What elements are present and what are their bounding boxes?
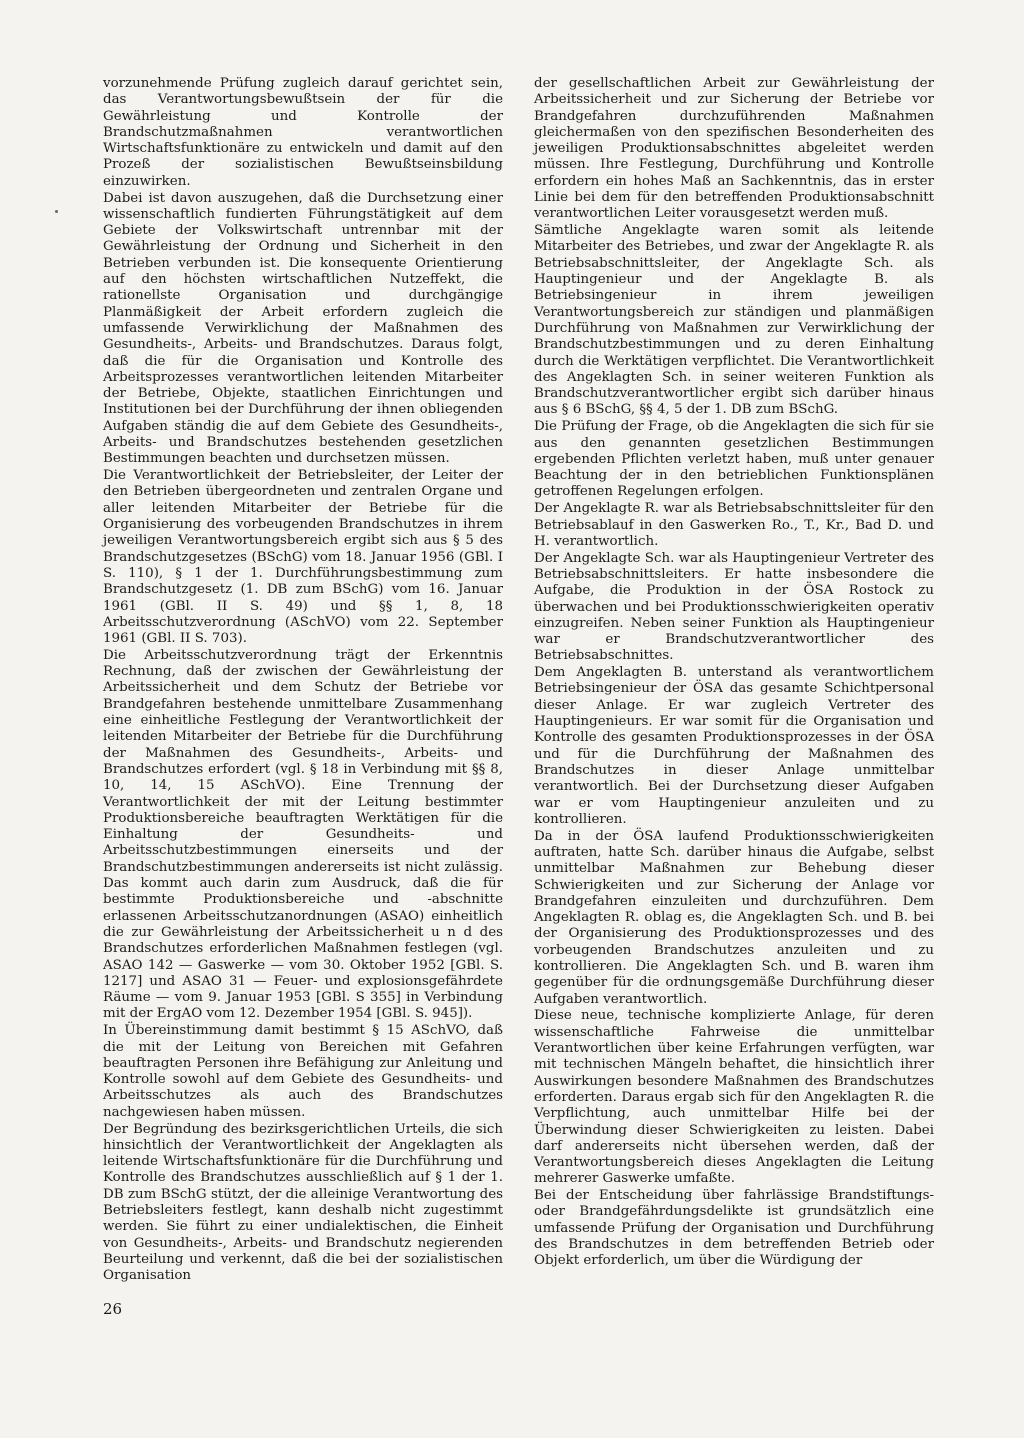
paragraph: Der Angeklagte R. war als Betriebsabschnittsleiter für den Betriebsablauf in den Gaswerken Ro., T., Kr., Bad D. und H. verantwortlich. [534, 501, 934, 549]
paragraph: Der Angeklagte Sch. war als Hauptingenieur Vertreter des Betriebsabschnittsleiters. Er hatte insbesondere die Aufgabe, die Produktion in der ÖSA Rostock zu überwachen und bei Produktionsschwierigkeiten operativ einzugreifen. Neben seiner Funktion als Hauptingenieur war er Brandschutzverantwortlicher des Betriebsabschnittes. [534, 550, 934, 664]
left-column [103, 76, 503, 1285]
paragraph: Sämtliche Angeklagte waren somit als leitende Mitarbeiter des Betriebes, und zwar der Angeklagte R. als Betriebsabschnittsleiter, der Angeklagte Sch. als Hauptingenieur und der Angeklagte B. als Betriebsingenieur in ihrem jeweiligen Verantwortungsbereich zur ständigen und planmäßigen Durchführung von Maßnahmen zur Verwirklichung der Brandschutzbestimmungen und zu deren Einhaltung durch die Werktätigen verpflichtet. Die Verantwortlichkeit des Angeklagten Sch. in seiner weiteren Funktion als Brandschutzverantwortlicher ergibt sich darüber hinaus aus § 6 BSchG, §§ 4, 5 der 1. DB zum BSchG. [534, 223, 934, 418]
paragraph: der gesellschaftlichen Arbeit zur Gewährleistung der Arbeitssicherheit und zur Sicherung der Betriebe vor Brandgefahren durchzuführenden Maßnahmen gleichermaßen von den spezifischen Besonderheiten des jeweiligen Produktionsabschnittes abgeleitet werden müssen. Ihre Festlegung, Durchführung und Kontrolle erfordern ein hohes Maß an Sachkenntnis, das in erster Linie bei dem für den betreffenden Produktionsabschnitt verantwortlichen Leiter vorausgesetzt werden muß. [534, 76, 934, 222]
paragraph: Der Begründung des bezirksgerichtlichen Urteils, die sich hinsichtlich der Verantwortlichkeit der Angeklagten als leitende Wirtschaftsfunktionäre für die Durchführung und Kontrolle des Brandschutzes ausschließlich auf § 1 der 1. DB zum BSchG stützt, der die alleinige Verantwortung des Betriebsleiters festlegt, kann deshalb nicht zugestimmt werden. Sie führt zu einer undialektischen, die Einheit von Gesundheits-, Arbeits- und Brandschutz negierenden Beurteilung und verkennt, daß die bei der sozialistischen Organisation [103, 1121, 503, 1284]
paragraph: Die Prüfung der Frage, ob die Angeklagten die sich für sie aus den genannten gesetzlichen Bestimmungen ergebenden Pflichten verletzt haben, muß unter genauer Beachtung der in den betrieblichen Funktionsplänen getroffenen Regelungen erfolgen. [534, 419, 934, 500]
paragraph: vorzunehmende Prüfung zugleich darauf gerichtet sein, das Verantwortungsbewußtsein der für die Gewährleistung und Kontrolle der Brandschutzmaßnahmen verantwortlichen Wirtschaftsfunktionäre zu entwickeln und damit auf den Prozeß der sozialistischen Bewußtseinsbildung einzuwirken. [103, 76, 503, 189]
paragraph: Diese neue, technische komplizierte Anlage, für deren wissenschaftliche Fahrweise die unmittelbar Verantwortlichen über keine Erfahrungen verfügten, war mit technischen Mängeln behaftet, die hinsichtlich ihrer Auswirkungen besondere Maßnahmen des Brandschutzes erforderten. Daraus ergab sich für den Angeklagten R. die Verpflichtung, auch unmittelbar Hilfe bei der Überwindung dieser Schwierigkeiten zu leisten. Dabei darf andererseits nicht übersehen werden, daß der Verantwortungsbereich dieses Angeklagten die Leitung mehrerer Gaswerke umfaßte. [534, 1008, 934, 1187]
paragraph: Dem Angeklagten B. unterstand als verantwortlichem Betriebsingenieur der ÖSA das gesamte Schichtpersonal dieser Anlage. Er war zugleich Vertreter des Hauptingenieurs. Er war somit für die Organisation und Kontrolle des gesamten Produktionsprozesses in der ÖSA und für die Durchführung der Maßnahmen des Brandschutzes in dieser Anlage unmittelbar verantwortlich. Bei der Durchsetzung dieser Aufgaben war er vom Hauptingenieur anzuleiten und zu kontrollieren. [534, 665, 934, 827]
paragraph: Bei der Entscheidung über fahrlässige Brandstiftungs- oder Brandgefährdungsdelikte ist grundsätzlich eine umfassende Prüfung der Organisation und Durchführung des Brandschutzes in dem betreffenden Betrieb oder Objekt erforderlich, um über die Würdigung der [534, 1188, 934, 1269]
paragraph: In Übereinstimmung damit bestimmt § 15 ASchVO, daß die mit der Leitung von Bereichen mit Gefahren beauftragten Personen ihre Befähigung zur Anleitung und Kontrolle sowohl auf dem Gebiete des Gesundheits- und Arbeitsschutzes als auch des Brandschutzes nachgewiesen haben müssen. [103, 1023, 503, 1120]
paragraph: Die Arbeitsschutzverordnung trägt der Erkenntnis Rechnung, daß der zwischen der Gewährleistung der Arbeitssicherheit und dem Schutz der Betriebe vor Brandgefahren bestehende unmittelbare Zusammenhang eine einheitliche Festlegung der Verantwortlichkeit der leitenden Mitarbeiter der Betriebe für die Durchführung der Maßnahmen des Gesundheits-, Arbeits- und Brandschutzes erfordert (vgl. § 18 in Verbindung mit §§ 8, 10, 14, 15 ASchVO). Eine Trennung der Verantwortlichkeit der mit der Leitung bestimmter Produktionsbereiche beauftragten Werktätigen für die Einhaltung der Gesundheits- und Arbeitsschutzbestimmungen einerseits und der Brandschutzbestimmungen andererseits ist nicht zulässig. Das kommt auch darin zum Ausdruck, daß die für bestimmte Produktionsbereiche und -abschnitte erlassenen Arbeitsschutzanordnungen (ASAO) einheitlich die zur Gewährleistung der Arbeitssicherheit u n d des Brandschutzes erforderlichen Maßnahmen festlegen (vgl. ASAO 142 — Gaswerke — vom 30. Oktober 1952 [GBl. S. 1217] und ASAO 31 — Feuer- und explosionsgefährdete Räume — vom 9. Januar 1953 [GBl. S 355] in Verbindung mit der ErgAO vom 12. Dezember 1954 [GBl. S. 945]). [103, 647, 503, 1022]
paragraph: Dabei ist davon auszugehen, daß die Durchsetzung einer wissenschaftlich fundierten Führungstätigkeit auf dem Gebiete der Volkswirtschaft untrennbar mit der Gewährleistung der Ordnung und Sicherheit in den Betrieben verbunden ist. Die konsequente Orientierung auf den höchsten wirtschaftlichen Nutzeffekt, die rationellste Organisation und durchgängige Planmäßigkeit der Arbeit erfordern zugleich die umfassende Verwirklichung der Maßnahmen des Gesundheits-, Arbeits- und Brandschutzes. Daraus folgt, daß die für die Organisation und Kontrolle des Arbeitsprozesses verantwortlichen leitenden Mitarbeiter der Betriebe, Objekte, staatlichen Einrichtungen und Institutionen bei der Durchführung der ihnen obliegenden Aufgaben ständig die auf dem Gebiete des Gesundheits-, Arbeits- und Brandschutzes bestehenden gesetzlichen Bestimmungen beachten und durchsetzen müssen. [103, 190, 503, 467]
paragraph: Da in der ÖSA laufend Produktionsschwierigkeiten auftraten, hatte Sch. darüber hinaus die Aufgabe, selbst unmittelbar Maßnahmen zur Behebung dieser Schwierigkeiten und zur Sicherung der Anlage vor Brandgefahren einzuleiten und durchzuführen. Dem Angeklagten R. oblag es, die Angeklagten Sch. und B. bei der Organisierung des Produktionsprozesses und des vorbeugenden Brandschutzes anzuleiten und zu kontrollieren. Die Angeklagten Sch. und B. waren ihm gegenüber für die ordnungsgemäße Durchführung dieser Aufgaben verantwortlich. [534, 828, 934, 1007]
scan-speck [55, 210, 58, 213]
paragraph: Die Verantwortlichkeit der Betriebsleiter, der Leiter der den Betrieben übergeordneten und zentralen Organe und aller leitenden Mitarbeiter der Betriebe für die Organisierung des vorbeugenden Brandschutzes in ihrem jeweiligen Verantwortungsbereich ergibt sich aus § 5 des Brandschutzgesetzes (BSchG) vom 18. Januar 1956 (GBl. I S. 110), § 1 der 1. Durchführungsbestimmung zum Brandschutzgesetz (1. DB zum BSchG) vom 16. Januar 1961 (GBl. II S. 49) und §§ 1, 8, 18 Arbeitsschutzverordnung (ASchVO) vom 22. September 1961 (GBl. II S. 703). [103, 468, 503, 647]
right-column [534, 76, 934, 1270]
page-number: 26 [103, 1300, 123, 1318]
